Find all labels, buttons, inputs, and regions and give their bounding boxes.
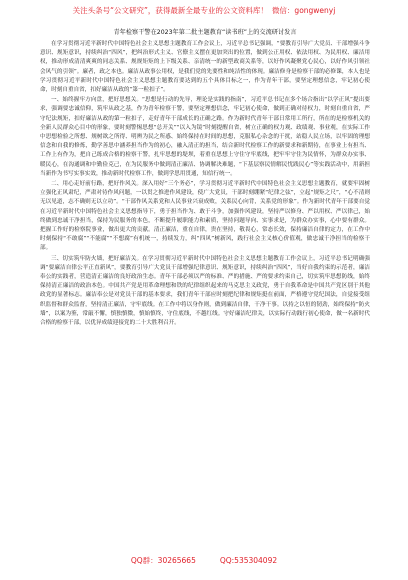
qq-group-number: QQ群：30265665 [130,556,196,565]
paragraph-intro: 在学习贯彻习近平新时代中国特色社会主义思想主题教育工作会议上，习近平总书记强调，“要教育引导广大党员、干部增强斗争意识、规矩意识，持续纠治“四风”，把纠治形式主义、官僚主义摆在更加突出的位置，做到公正用权、依法用权、为民用权、廉洁用权，推动形成清清爽爽的同志关系、规规矩矩的上下级关系、亲清统一的新型政商关系等，以好作风凝聚党心民心，以好作风引领社会风气的引领”。廉者，政之本也。廉洁从政事公用权，是我们党的先要性和纯洁性的体现。廉洁修身是检察干部的必修课，本人也是学习贯彻习近平新时代中国特色社会主义思想主题教育要达到的五个具体目标之一，作为青年干部，要坚定理想信念，牢记初心使命，时刻自重自省，扣好廉洁从政的“第一粒扣子”。 [40,41,370,94]
paragraph-section-1: 一、始终握牢方向盘，把好思想关。“思想是行动的先导，理论是实践的指南”，习近平总书记在多个场合指出“以学正风”提出要求，强调要忠诚信仰，筑牢从政之基，作为青年检察干警，要坚定理想信念，牢记初心使命，做到正确对待权力，时刻自重自省，严守纪法规矩，扣好廉洁从政的第一粒扣子，走好青年干部成长的正确之路。作为新时代青年干部日常用工所行，所在的是检察机关的全新人民群众心目中的形象，要时刻警惕思想“总开关”“以入为镜”时刻提醒自省，树立正确的权力观、政绩观、事业观，在实际工作中思想检验之所想、规树欲之所得、明辨为民之所惑、始终保持在时间的思想，克服私心杂念的干扰，站稳人民立场，以牢固的理想信念和自我的修炼，勤学善思中涵养担当作为的初心，融入清正的担当，结合新时代检察工作的新要求和新期待，在事业上有担当、工作上有作为，把自己练成合格的检察干警，扎牢思想的堤坝，着重在思想上守住守牢底线，把牢牢守住为民情怀，为群众办实事、暖民心，在沟通调和中勤俭克己，在为民服务中做到清正廉洁、协调解决难题，“下基层察民情解民忧践民心”等实践活动中，用新担当新作为书写实事实效，推动新时代检察工作，做到学思用贯通，知信行统一。 [40,97,370,177]
paragraph-section-3: 三、切实筑牢防火墙，把好廉洁关。在学习贯彻习近平新时代中国特色社会主义思想主题教育工作会议上，习近平总书记明确强调“要廉洁自律公平正直新风”，要教育引导广大党员干部增强纪律意识、规矩意识，持续纠治“四风”，当好自我约束的示范者，廉洁奉公的实践者，营造清正廉洁的良好政治生态。青年干部必须以严的标准、严的措施、严的要求约束自己，切实筑牢思想防线，始终保持清正廉洁的政治本色。中国共产党是用革命理想和铁的纪律组织起来的马克思主义政党，勇于自我革命是中国共产党区别于其他政党的显著标志。廉洁奉公是对党员干部的基本要求，我们青年干部应时刻把纪律和规矩挺在前面，严格遵守党纪国法，自觉接受组织监督和群众监督，坚持清正廉洁，守牢底线。在工作中将以身作则，做到廉洁自律，干净干事。以持之以恒的韧劲，始终保持“防火墙”，以案为鉴，常敲不懈，慎独慎微，慎始慎终，守住底线，不越红线。守好廉洁纪律关，以实际行动践行初心使命，做一名新时代合格的检察干部，以优异成绩迎接党的二十大胜利召开。 [40,255,370,327]
qq-number: QQ:535304092 [219,556,278,565]
paragraph-section-2: 二、用心走好前行路，把好作风关。深入用好“三个务必”，学习贯彻习近平新时代中国特色社会主义思想主题教育，就要牢固树立强化正风肃纪，严肃对待作风问题，一以贯之推进作风建设，使广大党员，干部时刻绷紧“纪律之弦”，立起“规矩之尺”，“心不清则无以见道，志不确则无以立功”。“干部作风关系党和人民事业兴衰成败，关系民心向背，关系党的形象”。作为新时代青年干部要自觉在习近平新时代中国特色社会主义思想指导下，勇于担当作为、敢于斗争，加强作风建设，坚持严以修身、严以用权、严以律己，始终做到忠诚干净担当，保持为民服务的本色，不断提升履职能力和素质，坚持问题导向、实事求是，为群众办实事，心中要有群众。把握工作好的检察院事业，做出更大的贡献。清正廉洁，重在自律，贵在坚持，敬畏心，常态长效，保持廉洁自律的定力，在工作中时刻保持“不敢腐”“不能腐”“不想腐”有机统一，持续发力，纠“四风”树新风，践行社会主义核心价值观，做忠诚干净担当的检察干部。 [40,181,370,252]
promo-banner [0,6,408,16]
contact-footer [0,555,408,566]
wechat-id: 微信：gongwenyj [271,6,336,15]
document-title: 青年检察干警在2023年第二批主题教育“读书班”上的交流研讨发言 [113,29,297,36]
document-body [40,28,370,329]
promo-text: 关注头条号“公文研究”，获得最新全最专业的公文资料库！ [72,6,268,15]
